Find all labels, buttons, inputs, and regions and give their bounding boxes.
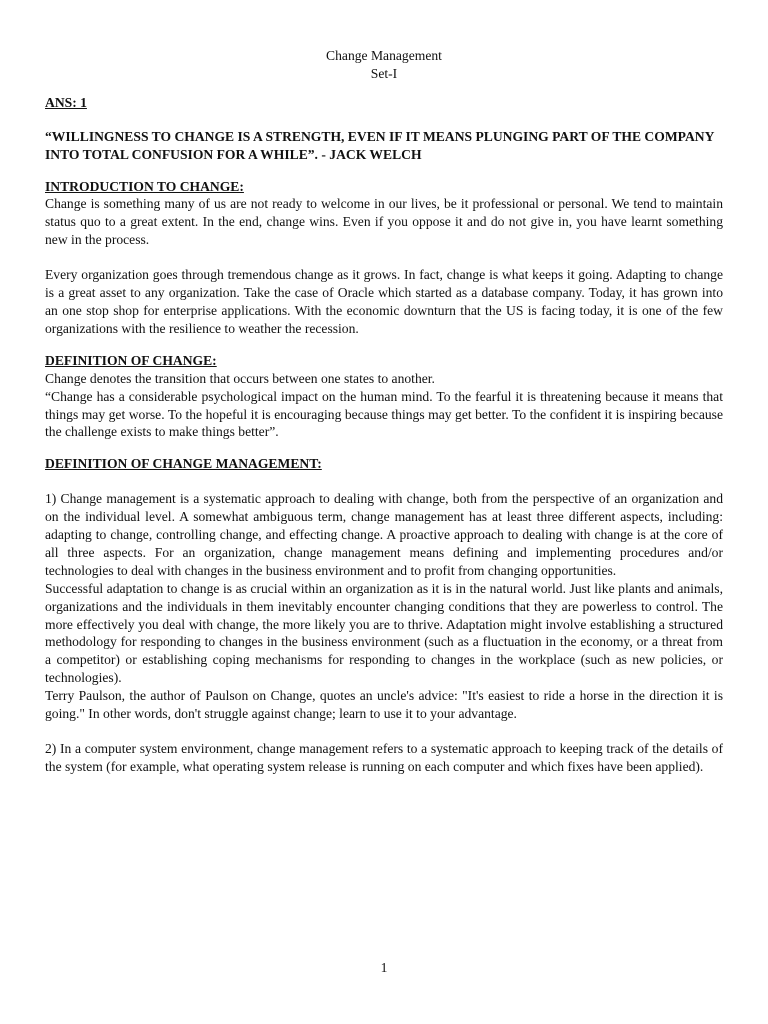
quote-text: “WILLINGNESS TO CHANGE IS A STRENGTH, EVEN IF IT MEANS PLUNGING PART OF THE COMPANY INTO TOTAL CONFUSION FOR A WHILE”. - JACK WELCH [45,128,714,162]
intro-paragraph-2: Every organization goes through tremendous change as it grows. In fact, change is what keeps it going. Adapting to change is a great asset to any organization. Take the case of Oracle which started as a database company. Today, it has grown into an one stop shop for enterprise applications. With the economic downturn that the US is facing today, it is one of the few organizations with the resilience to weather the recession. [45,267,723,336]
answer-label: ANS: 1 [45,94,87,110]
change-management-paragraph-2: Successful adaptation to change is as crucial within an organization as it is in the natural world. Just like plants and animals, organizations and the individuals in them inevitably encounter changing conditions that they are powerless to control. The more effectively you deal with change, the more likely you are to thrive. Adaptation might involve establishing a structured methodology for responding to changes in the business environment (such as a fluctuation in the economy, or a threat from a competitor) or establishing coping mechanisms for responding to changes in the workplace (such as new policies, or technologies). [45,580,723,686]
change-management-paragraph-1: 1) Change management is a systematic approach to dealing with change, both from the perspective of an organization and on the individual level. A somewhat ambiguous term, change management has at least three different aspects, including: adapting to change, controlling change, and effecting change. A proactive approach to dealing with change is at the core of all three aspects. For an organization, change management means defining and implementing procedures and/or technologies to deal with changes in the business environment and to profit from changing opportunities. [45,491,723,578]
definition-paragraph-2: “Change has a considerable psychological impact on the human mind. To the fearful it is threatening because it means that things may get worse. To the hopeful it is encouraging because things may get better. To the confident it is inspiring because the challenge exists to make things better”. [45,388,723,440]
intro-heading: INTRODUCTION TO CHANGE: [45,178,244,194]
page-number: 1 [380,960,388,975]
document-page [45,47,723,776]
change-management-heading: DEFINITION OF CHANGE MANAGEMENT: [45,456,322,472]
change-management-paragraph-3: Terry Paulson, the author of Paulson on Change, quotes an uncle's advice: "It's easiest to ride a horse in the direction it is going." In other words, don't struggle against change; learn to use it to your advantage. [45,688,723,722]
document-subtitle: Set-I [370,65,398,81]
document-title: Change Management [326,48,442,63]
definition-heading: DEFINITION OF CHANGE: [45,352,217,368]
intro-paragraph-1: Change is something many of us are not ready to welcome in our lives, be it professional or personal. We tend to maintain status quo to a great extent. In the end, change wins. Even if you oppose it and do not give in, you have learnt something new in the process. [45,196,723,248]
change-management-paragraph-4: 2) In a computer system environment, change management refers to a systematic approach to keeping track of the details of the system (for example, what operating system release is running on each computer and which fixes have been applied). [45,741,723,774]
definition-paragraph-1: Change denotes the transition that occurs between one states to another. [45,370,435,386]
